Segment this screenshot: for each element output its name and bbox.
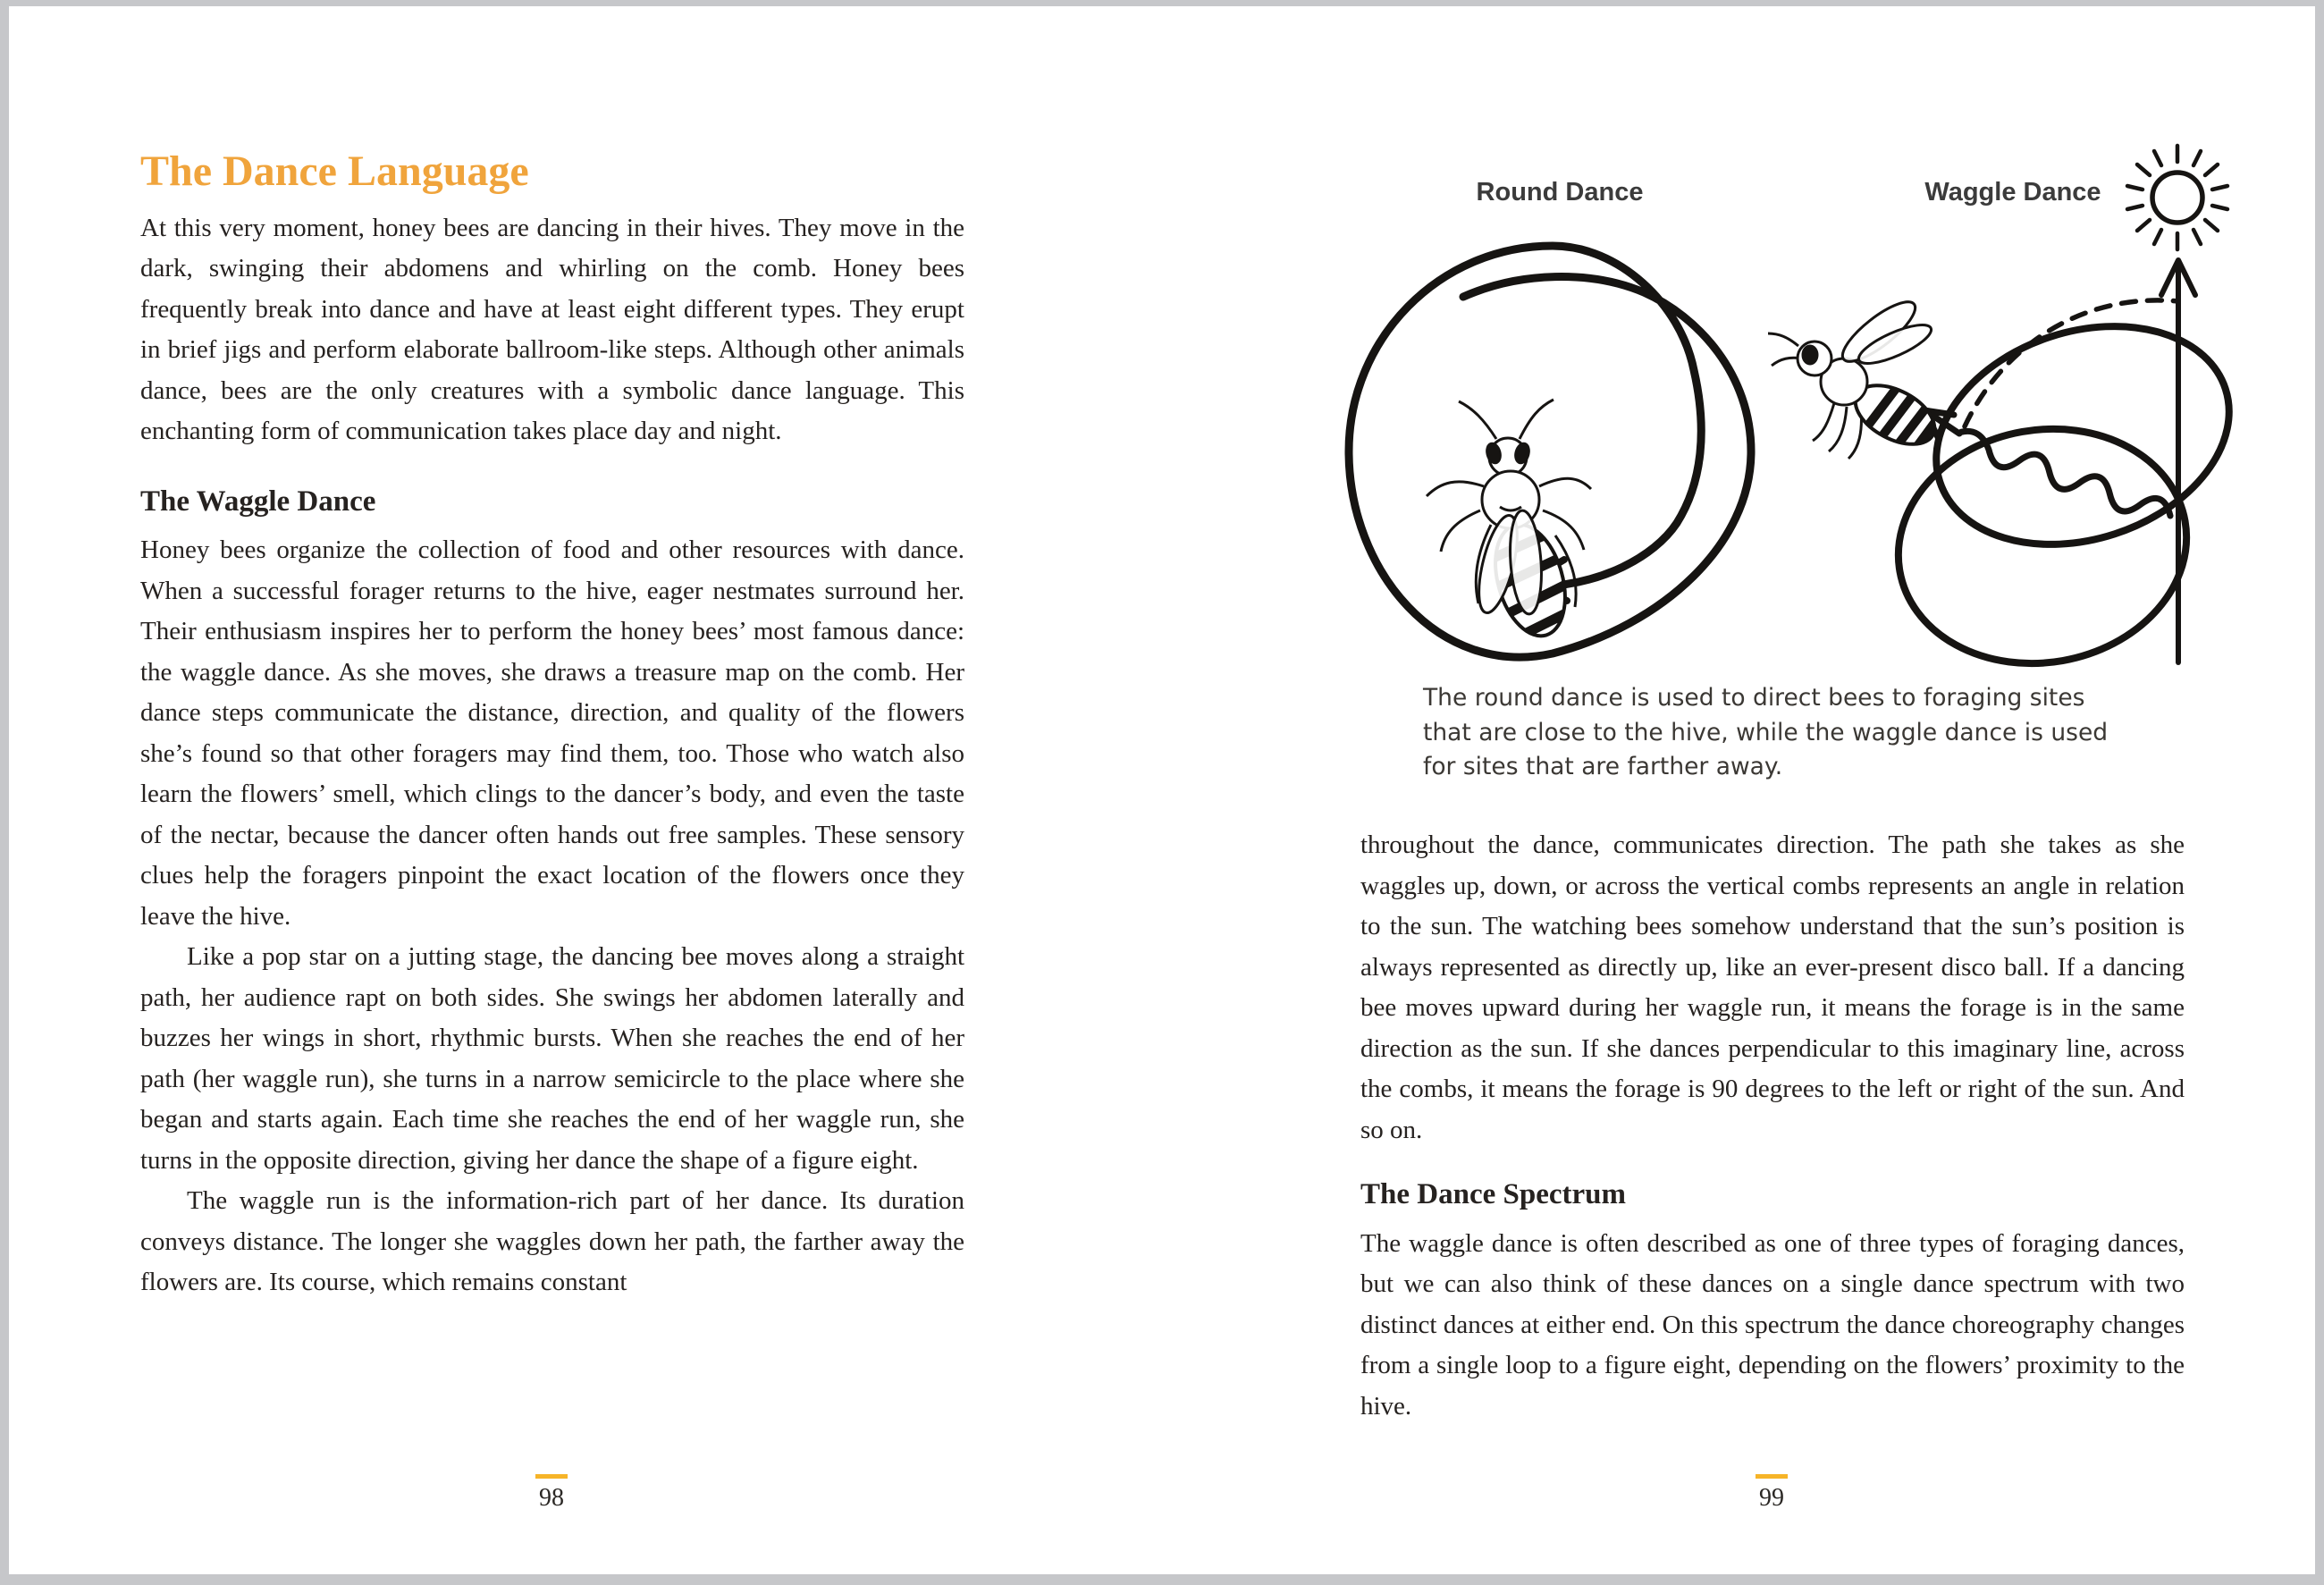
waggle-run-path: [1955, 427, 2175, 527]
waggle-dance-label: Waggle Dance: [1924, 178, 2101, 207]
waggle-paragraph-2: Like a pop star on a jutting stage, the dancing bee moves along a straight path, her audience rapt on both sides. She swings her abdomen laterally and buzzes her wings in short, rhythmic bursts. When she reaches the end of her path (her waggle run), she turns in a narrow semicircle to the place where she began and starts again. Each time she reaches the end of her waggle run, she turns in the opposite direction, giving her dance the shape of a figure eight.: [140, 942, 964, 1175]
right-text-column: [1360, 825, 2185, 1427]
page-number-rule: [1756, 1474, 1788, 1479]
page-left: [9, 6, 1162, 1574]
page-number-value: 99: [1759, 1484, 1784, 1512]
intro-paragraph: At this very moment, honey bees are dancing in their hives. They move in the dark, swinging their abdomens and whirling on the comb. Honey bees frequently break into dance and have at least eight different types. They erupt in brief jigs and perform elaborate ballroom-like steps. Although other animals dance, bees are the only creatures with a symbolic dance language. This enchanting form of communication takes place day and night.: [140, 213, 964, 446]
waggle-paragraph-1: Honey bees organize the collection of food and other resources with dance. When a successful forager returns to the hive, eager nestmates surround her. Their enthusiasm inspires her to perform the honey bees’ most famous dance: the waggle dance. As she moves, she draws a treasure map on the comb. Her dance steps communicate the distance, direction, and quality of the flowers she’s found so that other foragers may find them, too. Those who watch also learn the flowers’ smell, which clings to the dancer’s body, and even the taste of the nectar, because the dancer often hands out free samples. These sensory clues help the foragers pinpoint the exact location of the flowers once they leave the hive.: [140, 535, 964, 931]
section-heading-dance-spectrum: The Dance Spectrum: [1360, 1178, 1626, 1210]
spectrum-paragraph: The waggle dance is often described as one of three types of foraging dances, but we can also think of these dances on a single dance spectrum with two distinct dances at either end. On this spectrum the dance choreography changes from a single loop to a figure eight, depending on the flowers’ proximity to the hive.: [1360, 1228, 2185, 1421]
page-number-right: [1736, 1474, 1807, 1512]
continued-paragraph: throughout the dance, communicates direction. The path she takes as she waggles up, down, or across the vertical combs represents an angle in relation to the sun. The watching bees somehow understand that the sun’s position is always represented as directly up, like an ever-present disco ball. If a dancing bee moves upward during her waggle run, it means the forage is in the same direction as the sun. If she dances perpendicular to this imaginary line, across the combs, it means the forage is 90 degrees to the left or right of the sun. And so on.: [1360, 830, 2185, 1144]
round-dance-diagram: [1349, 246, 1751, 657]
dance-diagram-figure: [1341, 133, 2252, 679]
round-dance-bee-illustration: [1427, 400, 1591, 645]
page-number-left: [516, 1474, 587, 1512]
page-right: [1162, 6, 2315, 1574]
section-heading-waggle-dance: The Waggle Dance: [140, 485, 376, 518]
page-number-value: 98: [539, 1484, 564, 1512]
waggle-paragraph-3: The waggle run is the information-rich part of her dance. Its duration conveys distance. The longer she waggles down her path, the farther away the flowers are. Its course, which remains constant: [140, 1186, 964, 1297]
book-spread: [9, 6, 2315, 1574]
waggle-dance-bee-illustration: [1768, 293, 1946, 459]
page-number-rule: [535, 1474, 568, 1479]
sun-icon: [2127, 146, 2227, 249]
left-text-column: [140, 148, 964, 1303]
figure-caption: The round dance is used to direct bees to foraging sites that are close to the hive, while the waggle dance is used for sites that are farther away.: [1423, 684, 2109, 780]
waggle-dance-diagram: [1768, 146, 2252, 679]
round-dance-label: Round Dance: [1476, 178, 1644, 207]
chapter-title: The Dance Language: [140, 148, 529, 195]
